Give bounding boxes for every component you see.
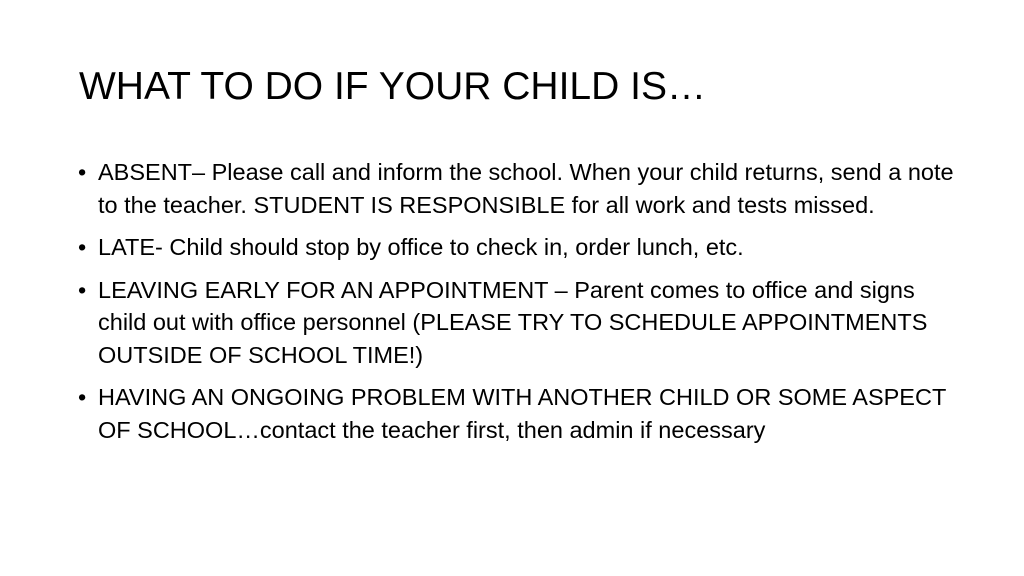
slide-title: WHAT TO DO IF YOUR CHILD IS… bbox=[79, 65, 706, 108]
bullet-icon: • bbox=[78, 234, 87, 260]
bullet-item-leaving-early bbox=[78, 274, 958, 372]
bullet-item-absent bbox=[78, 156, 958, 221]
bullet-item-ongoing-problem bbox=[78, 381, 958, 446]
bullet-text: HAVING AN ONGOING PROBLEM WITH ANOTHER CHILD OR SOME ASPECT OF SCHOOL…contact the teacher first, then admin if necessary bbox=[98, 384, 946, 443]
bullet-icon: • bbox=[78, 159, 87, 185]
bullet-icon: • bbox=[78, 276, 87, 303]
bullet-item-late bbox=[78, 231, 958, 264]
bullet-text: LEAVING EARLY FOR AN APPOINTMENT – Parent comes to office and signs child out with office personnel (PLEASE TRY TO SCHEDULE APPOINTMENTS OUTSIDE OF SCHOOL TIME!) bbox=[98, 276, 928, 368]
bullet-text: LATE- Child should stop by office to check in, order lunch, etc. bbox=[98, 234, 744, 260]
bullet-icon: • bbox=[78, 384, 87, 410]
bullet-text: ABSENT– Please call and inform the school. When your child returns, send a note to the teacher. STUDENT IS RESPONSIBLE for all work and tests missed. bbox=[98, 159, 954, 218]
bullet-list bbox=[78, 156, 958, 456]
